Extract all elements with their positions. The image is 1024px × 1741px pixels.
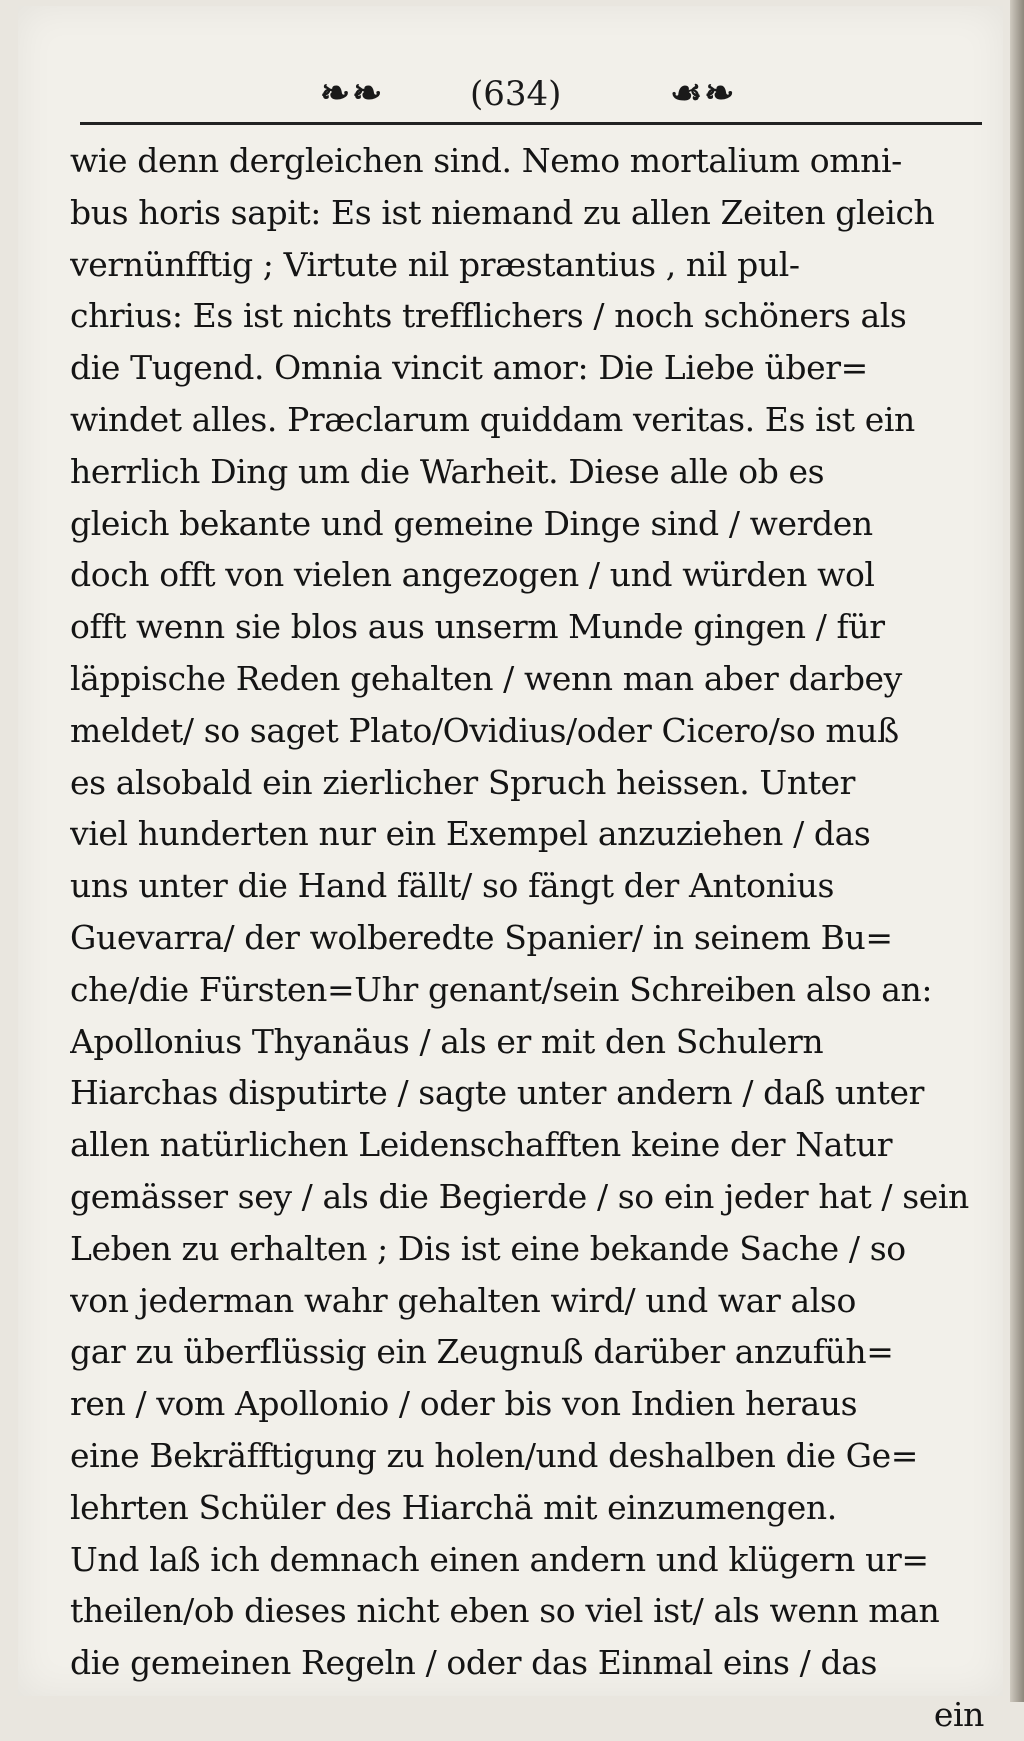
- text-line: läppische Reden gehalten / wenn man aber darbey: [70, 658, 902, 698]
- text-line: von jederman wahr gehalten wird/ und war also: [70, 1280, 856, 1320]
- text-line: die gemeinen Regeln / oder das Einmal eins / das: [70, 1643, 878, 1683]
- text-line: Guevarra/ der wolberedte Spanier/ in seinem Bu=: [70, 917, 893, 957]
- text-line: gleich bekante und gemeine Dinge sind / werden: [70, 503, 873, 543]
- page-number: (634): [470, 74, 562, 114]
- text-line: eine Bekräfftigung zu holen/und deshalben die Ge=: [70, 1435, 919, 1475]
- text-line: theilen/ob dieses nicht eben so viel ist/ als wenn man: [70, 1591, 940, 1631]
- text-line: gemässer sey / als die Begierde / so ein jeder hat / sein: [70, 1176, 969, 1216]
- page-edge-shadow: [1010, 0, 1024, 1702]
- text-line: chrius: Es ist nichts trefflichers / noch schöners als: [70, 296, 907, 336]
- text-line: Und laß ich demnach einen andern und klügern ur=: [70, 1539, 929, 1579]
- text-line: herrlich Ding um die Warheit. Diese alle ob es: [70, 451, 825, 491]
- text-line: Leben zu erhalten ; Dis ist eine bekande Sache / so: [70, 1228, 906, 1268]
- text-line: viel hunderten nur ein Exempel anzuziehen / das: [70, 814, 871, 854]
- header-ornament-left: ❧❧: [320, 72, 385, 114]
- text-line: meldet/ so saget Plato/Ovidius/oder Cicero/so muß: [70, 710, 899, 750]
- text-line: doch offt von vielen angezogen / und würden wol: [70, 555, 875, 595]
- catchword: ein: [933, 1694, 984, 1734]
- text-line: wie denn dergleichen sind. Nemo mortalium omni-: [70, 141, 902, 180]
- text-line: allen natürlichen Leidenschafften keine der Natur: [70, 1125, 893, 1165]
- text-line: che/die Fürsten=Uhr genant/sein Schreiben also an:: [70, 969, 933, 1009]
- text-line: Hiarchas disputirte / sagte unter andern / daß unter: [70, 1073, 924, 1113]
- text-line: es alsobald ein zierlicher Spruch heissen. Unter: [70, 762, 856, 802]
- text-line: Apollonius Thyanäus / als er mit den Schulern: [70, 1021, 824, 1061]
- header-rule: [80, 122, 982, 125]
- text-line: vernünfftig ; Virtute nil præstantius , nil pul-: [70, 244, 800, 284]
- text-line: gar zu überflüssig ein Zeugnuß darüber anzufüh=: [70, 1332, 894, 1372]
- text-line: bus horis sapit: Es ist niemand zu allen Zeiten gleich: [70, 192, 935, 232]
- text-line: offt wenn sie blos aus unserm Munde gingen / für: [70, 607, 885, 647]
- body-text: [70, 135, 990, 1741]
- text-line: ren / vom Apollonio / oder bis von Indien heraus: [70, 1384, 858, 1424]
- text-line: uns unter die Hand fällt/ so fängt der Antonius: [70, 866, 835, 906]
- text-line: die Tugend. Omnia vincit amor: Die Liebe über=: [70, 348, 868, 388]
- text-line: windet alles. Præclarum quiddam veritas. Es ist ein: [70, 399, 915, 439]
- header-ornament-right: ☙❧: [670, 72, 737, 114]
- text-line: lehrten Schüler des Hiarchä mit einzumengen.: [70, 1487, 837, 1527]
